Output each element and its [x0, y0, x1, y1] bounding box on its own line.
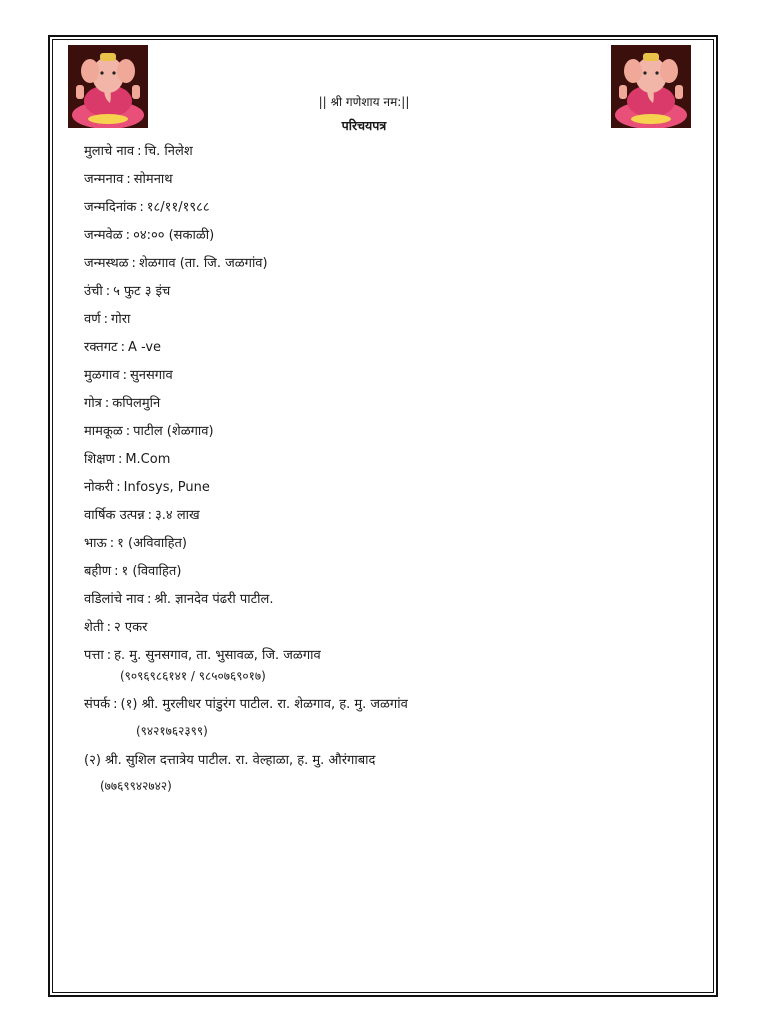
field-row: वार्षिक उत्पन्न : ३.४ लाख [84, 508, 200, 523]
field-label: पत्ता [84, 648, 104, 663]
invocation-line: || श्री गणेशाय नम:|| [318, 95, 410, 109]
field-row: मामकूळ : पाटील (शेळगाव) [84, 424, 214, 439]
field-value: ०४:०० (सकाळी) [133, 228, 215, 243]
field-value: Infosys, Pune [123, 480, 210, 495]
field-value: M.Com [125, 452, 171, 467]
field-value: ५ फुट ३ इंच [113, 284, 171, 299]
field-value: पाटील (शेळगाव) [133, 424, 214, 439]
field-row: वर्ण : गोरा [84, 312, 131, 327]
address-phone-numbers: (९०९६९८६१४१ / ९८५०७६९०१७) [120, 669, 266, 683]
field-label: भाऊ [84, 536, 107, 551]
field-row: जन्मवेळ : ०४:०० (सकाळी) [84, 228, 215, 243]
field-value: १ (अविवाहित) [117, 536, 187, 551]
field-label: नोकरी [84, 480, 114, 495]
field-row: शेती : २ एकर [84, 620, 148, 635]
biodata-fields [84, 142, 644, 674]
field-row: गोत्र : कपिलमुनि [84, 396, 161, 411]
field-row: पत्ता : ह. मु. सुनसगाव, ता. भुसावळ, जि. जळगाव [84, 648, 321, 663]
document-title: परिचयपत्र [341, 118, 387, 133]
field-label: जन्मस्थळ [84, 256, 129, 271]
field-value: ३.४ लाख [155, 508, 200, 523]
contact-person-2: (२) श्री. सुशिल दत्तात्रेय पाटील. रा. वेल्हाळा, ह. मु. औरंगाबाद [84, 753, 376, 768]
contact-label: संपर्क [84, 697, 111, 712]
ganesh-image-right [611, 45, 691, 128]
field-row: शिक्षण : M.Com [84, 452, 171, 467]
field-row: बहीण : १ (विवाहित) [84, 564, 182, 579]
field-value: ह. मु. सुनसगाव, ता. भुसावळ, जि. जळगाव [114, 648, 321, 663]
field-label: गोत्र [84, 396, 102, 411]
field-label: मुलाचे नाव [84, 144, 135, 159]
field-row: जन्मस्थळ : शेळगाव (ता. जि. जळगांव) [84, 256, 268, 271]
field-value: सुनसगाव [129, 368, 173, 383]
field-value: कपिलमुनि [112, 396, 161, 411]
field-value: शेळगाव (ता. जि. जळगांव) [138, 256, 268, 271]
field-value: चि. निलेश [144, 144, 193, 159]
field-row: उंची : ५ फुट ३ इंच [84, 284, 171, 299]
field-value: १ (विवाहित) [121, 564, 182, 579]
field-row: वडिलांचे नाव : श्री. ज्ञानदेव पंढरी पाटील. [84, 592, 274, 607]
field-label: जन्मनाव [84, 172, 124, 187]
ganesh-image-left [68, 45, 148, 128]
contact-phone-1: (९४२१७६२३९९) [136, 724, 208, 738]
field-label: बहीण [84, 564, 112, 579]
field-label: वर्ण [84, 312, 101, 327]
field-label: जन्मदिनांक [84, 200, 137, 215]
field-value: सोमनाथ [133, 172, 173, 187]
field-row: जन्मदिनांक : १८/११/१९८८ [84, 200, 210, 215]
contact-person-1: (१) श्री. मुरलीधर पांडुरंग पाटील. रा. शेळगाव, ह. मु. जळगांव [120, 697, 408, 712]
field-row: रक्तगट : A -ve [84, 340, 162, 355]
field-row: नोकरी : Infosys, Pune [84, 480, 210, 495]
contact-line-1: संपर्क : (१) श्री. मुरलीधर पांडुरंग पाटील. रा. शेळगाव, ह. मु. जळगांव [84, 697, 408, 712]
field-value: २ एकर [114, 620, 148, 635]
field-label: मामकूळ [84, 424, 123, 439]
field-row: मुळगाव : सुनसगाव [84, 368, 173, 383]
field-value: श्री. ज्ञानदेव पंढरी पाटील. [154, 592, 274, 607]
field-row: भाऊ : १ (अविवाहित) [84, 536, 187, 551]
field-value: १८/११/१९८८ [146, 200, 210, 215]
field-label: वडिलांचे नाव [84, 592, 144, 607]
field-label: रक्तगट [84, 340, 118, 355]
field-label: शिक्षण [84, 452, 115, 467]
field-label: शेती [84, 620, 104, 635]
field-label: वार्षिक उत्पन्न [84, 508, 145, 523]
field-label: मुळगाव [84, 368, 120, 383]
field-row: मुलाचे नाव : चि. निलेश [84, 144, 193, 159]
field-label: उंची [84, 284, 103, 299]
field-value: A -ve [127, 340, 162, 355]
contact-phone-2: (७७६९९४२७४२) [100, 779, 172, 793]
field-label: जन्मवेळ [84, 228, 123, 243]
field-row: जन्मनाव : सोमनाथ [84, 172, 173, 187]
field-value: गोरा [111, 312, 131, 327]
